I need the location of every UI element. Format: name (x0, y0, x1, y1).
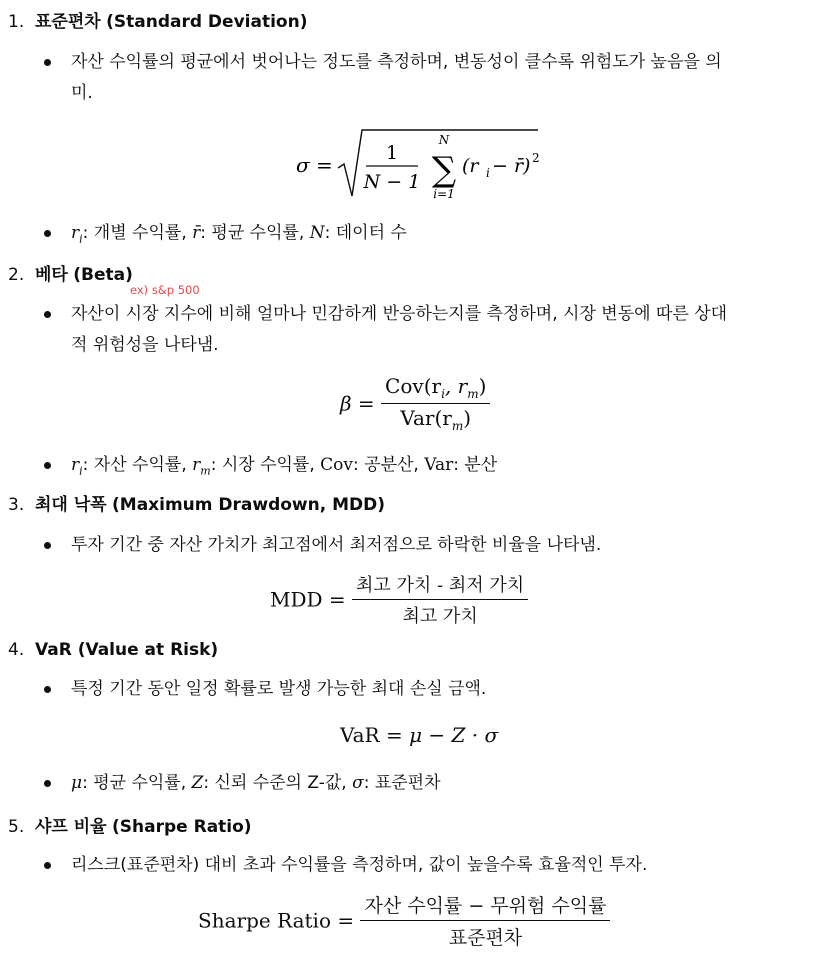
beta-formula: β = $\frac{Cov(r_i, r_m)}{Var(r_m)}$ (340, 374, 490, 433)
section-title-en: VaR (Value at Risk) (35, 640, 219, 660)
sum-lower: i=1 (433, 187, 455, 201)
mdd-formula: MDD = $\frac{\text{최고 가치 - 최저 가치}}{\text{최고 가치}}$ (270, 571, 528, 628)
section-number: 2. (8, 265, 25, 285)
bullet-text: 리스크(표준편차) 대비 초과 수익률을 측정하며, 값이 높을수록 효율적인 투자. (71, 855, 648, 875)
bullet-dot (44, 311, 51, 318)
bullet-text: : 분산 (453, 455, 498, 475)
mdd-fraction (352, 571, 528, 628)
sum-body-rest: − r̄) (492, 155, 531, 177)
symbol: Cov (320, 455, 354, 475)
section-title-en: (Sharpe Ratio) (112, 817, 252, 837)
bullet-text: 특정 기간 동안 일정 확률로 발생 가능한 최대 손실 금액. (71, 679, 487, 699)
symbol: r (71, 223, 80, 243)
formula-lhs: Sharpe Ratio (198, 908, 331, 933)
bullet-text-continued: 미. (71, 83, 93, 103)
bullet-text-continued: 적 위험성을 나타냄. (71, 335, 219, 355)
section-title-en: (Standard Deviation) (106, 12, 308, 32)
bullet-text: : 공분산, (353, 455, 425, 475)
bullet-text: : 데이터 수 (324, 223, 407, 243)
bullet-dot (44, 230, 51, 237)
bullet-text: 자산이 시장 지수에 비해 얼마나 민감하게 반응하는지를 측정하며, 시장 변동에 따른 상대 (71, 304, 728, 324)
section-number: 5. (8, 817, 25, 837)
beta-fraction: $\frac{Cov(r_i, r_m)}{Var(r_m)}$ (381, 374, 490, 433)
std-dev-formula-svg (296, 124, 546, 204)
symbol-sub: i (79, 232, 83, 246)
section-5-heading (8, 815, 252, 839)
bullet-text: : 신뢰 수준의 Z-값, (203, 773, 353, 793)
formula-rhs: μ − Z · σ (409, 723, 499, 747)
frac-numerator: 자산 수익률 − 무위험 수익률 (360, 891, 610, 921)
symbol: Var (424, 455, 454, 475)
sum-sigma: ∑ (431, 150, 457, 190)
frac-numerator: 최고 가치 - 최저 가치 (352, 571, 528, 600)
section-3-heading (8, 493, 385, 517)
formula-lhs: β (340, 391, 352, 416)
section-title-ko: 최대 낙폭 (35, 495, 107, 515)
bullet-text: : 표준편차 (363, 773, 441, 793)
bullet-text: 투자 기간 중 자산 가치가 최고점에서 최저점으로 하락한 비율을 나타냄. (71, 535, 602, 555)
sum-upper: N (438, 133, 450, 147)
section-number: 4. (8, 640, 25, 660)
frac-denominator: N − 1 (363, 171, 421, 193)
section-number: 1. (8, 12, 25, 32)
bullet-dot (44, 780, 51, 787)
section-title-en: (Maximum Drawdown, MDD) (112, 495, 386, 515)
sum-body: (r (462, 155, 479, 177)
formula-lhs: VaR (340, 723, 380, 747)
sharpe-formula: Sharpe Ratio = $\frac{\text{자산 수익률 − 무위험 수익률}}{\text{표준편차}}$ (198, 891, 610, 950)
symbol: σ (352, 773, 364, 793)
frac-numerator: Cov(r (385, 374, 442, 398)
bullet-dot (44, 542, 51, 549)
bullet-text: : 평균 수익률, (82, 773, 192, 793)
frac-denominator: 최고 가치 (402, 606, 478, 627)
section-number: 3. (8, 495, 25, 515)
sum-exponent: 2 (532, 151, 540, 165)
handwritten-note: ex) s&p 500 (130, 283, 200, 297)
section-2-heading (8, 263, 133, 287)
frac-denominator: 표준편차 (448, 927, 523, 949)
bullet-dot (44, 462, 51, 469)
section-title-ko: 샤프 비율 (35, 817, 107, 837)
section-title-ko: 베타 (35, 265, 68, 285)
symbol: N (309, 223, 325, 243)
var-formula: VaR = μ − Z · σ (340, 723, 499, 747)
bullet-text: 자산 수익률의 평균에서 벗어나는 정도를 측정하며, 변동성이 클수록 위험도가 높음을 의 (71, 52, 722, 72)
bullet-dot (44, 59, 51, 66)
bullet-text: : 시장 수익률, (210, 455, 321, 475)
sum-body-sub: i (486, 166, 490, 180)
symbol: r (192, 455, 201, 475)
frac-numerator: 1 (385, 142, 399, 164)
bullet-dot (44, 686, 51, 693)
formula-lhs: MDD (270, 587, 323, 612)
bullet-text: : 개별 수익률, (82, 223, 193, 243)
bullet-text: : 평균 수익률, (200, 223, 310, 243)
formula-lhs: σ (296, 153, 310, 177)
symbol: r̄ (192, 223, 201, 243)
section-4-heading (8, 638, 218, 662)
section-title-ko: 표준편차 (35, 12, 101, 32)
frac-denominator: Var(r (400, 406, 452, 430)
symbol: Z (191, 773, 204, 793)
bullet-text: : 자산 수익률, (82, 455, 193, 475)
section-1-heading (8, 10, 307, 34)
std-dev-formula (296, 124, 546, 209)
bullet-dot (44, 862, 51, 869)
formula-equals: = (316, 153, 333, 177)
section-title-en: (Beta) (73, 265, 133, 285)
sharpe-fraction (360, 891, 610, 950)
symbol: μ (71, 773, 83, 793)
symbol: r (71, 455, 80, 475)
